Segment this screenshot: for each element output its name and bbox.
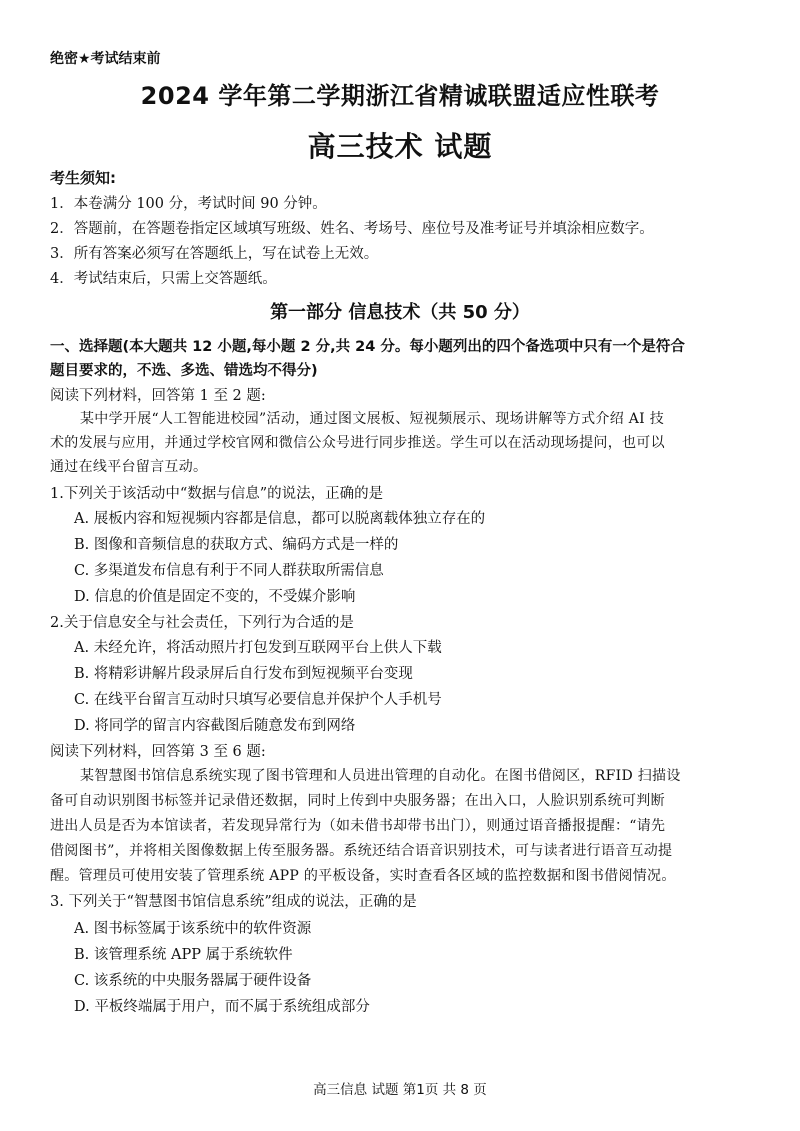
material-line: 某智慧图书馆信息系统实现了图书管理和人员进出管理的自动化。在图书借阅区，RFID 扫描设: [80, 768, 681, 784]
material-intro: 阅读下列材料，回答第 3 至 6 题:: [50, 744, 266, 760]
secret-label: 绝密★考试结束前: [50, 51, 161, 67]
material-line: 借阅图书”，并将相关图像数据上传至服务器。系统还结合语音识别技术，可与读者进行语音互动提: [50, 843, 673, 859]
question-stem: 2.关于信息安全与社会责任，下列行为合适的是: [50, 615, 354, 631]
material-line: 通过在线平台留言互动。: [50, 459, 208, 475]
section-heading: 一、选择题(本大题共 12 小题,每小题 2 分,共 24 分。每小题列出的四个备选项中只有一个是符合: [50, 339, 685, 355]
material-line: 某中学开展“人工智能进校园”活动，通过图文展板、短视频展示、现场讲解等方式介绍 AI 技: [80, 411, 665, 427]
material-intro: 阅读下列材料，回答第 1 至 2 题:: [50, 388, 266, 404]
material-line: 醒。管理员可使用安装了管理系统 APP 的平板设备，实时查看各区域的监控数据和图书借阅情况。: [50, 868, 676, 884]
notice-item: 3．所有答案必须写在答题纸上，写在试卷上无效。: [50, 246, 379, 262]
question-option: C. 在线平台留言互动时只填写必要信息并保护个人手机号: [74, 692, 442, 708]
question-stem: 3. 下列关于“智慧图书馆信息系统”组成的说法，正确的是: [50, 894, 417, 910]
part-heading: 第一部分 信息技术（共 50 分）: [270, 302, 530, 323]
section-heading-cont: 题目要求的，不选、多选、错选均不得分): [50, 363, 318, 379]
question-option: D. 将同学的留言内容截图后随意发布到网络: [74, 718, 356, 734]
question-option: A. 展板内容和短视频内容都是信息，都可以脱离载体独立存在的: [74, 511, 486, 527]
page-footer: 高三信息 试题 第1页 共 8 页: [313, 1082, 487, 1098]
question-option: A. 图书标签属于该系统中的软件资源: [74, 921, 312, 937]
exam-subtitle: 高三技术 试题: [307, 130, 493, 163]
question-option: C. 多渠道发布信息有利于不同人群获取所需信息: [74, 563, 384, 579]
question-option: B. 图像和音频信息的获取方式、编码方式是一样的: [74, 537, 399, 553]
notice-item: 4．考试结束后，只需上交答题纸。: [50, 271, 277, 287]
exam-title: 2024 学年第二学期浙江省精诚联盟适应性联考: [140, 82, 660, 110]
question-option: D. 信息的价值是固定不变的，不受媒介影响: [74, 589, 356, 605]
notice-heading: 考生须知:: [50, 169, 116, 187]
question-option: B. 该管理系统 APP 属于系统软件: [74, 947, 293, 963]
notice-item: 2．答题前，在答题卷指定区域填写班级、姓名、考场号、座位号及准考证号并填涂相应数字。: [50, 221, 654, 237]
question-option: D. 平板终端属于用户，而不属于系统组成部分: [74, 999, 370, 1015]
material-line: 备可自动识别图书标签并记录借还数据，同时上传到中央服务器；在出入口，人脸识别系统可判断: [50, 793, 665, 809]
question-stem: 1.下列关于该活动中“数据与信息”的说法，正确的是: [50, 486, 384, 502]
notice-item: 1．本卷满分 100 分，考试时间 90 分钟。: [50, 196, 327, 212]
material-line: 进出人员是否为本馆读者，若发现异常行为（如未借书却带书出门），则通过语音播报提醒：“请先: [50, 818, 666, 834]
material-line: 术的发展与应用，并通过学校官网和微信公众号进行同步推送。学生可以在活动现场提问，也可以: [50, 435, 665, 451]
question-option: C. 该系统的中央服务器属于硬件设备: [74, 973, 312, 989]
question-option: A. 未经允许，将活动照片打包发到互联网平台上供人下载: [74, 640, 442, 656]
question-option: B. 将精彩讲解片段录屏后自行发布到短视频平台变现: [74, 666, 413, 682]
